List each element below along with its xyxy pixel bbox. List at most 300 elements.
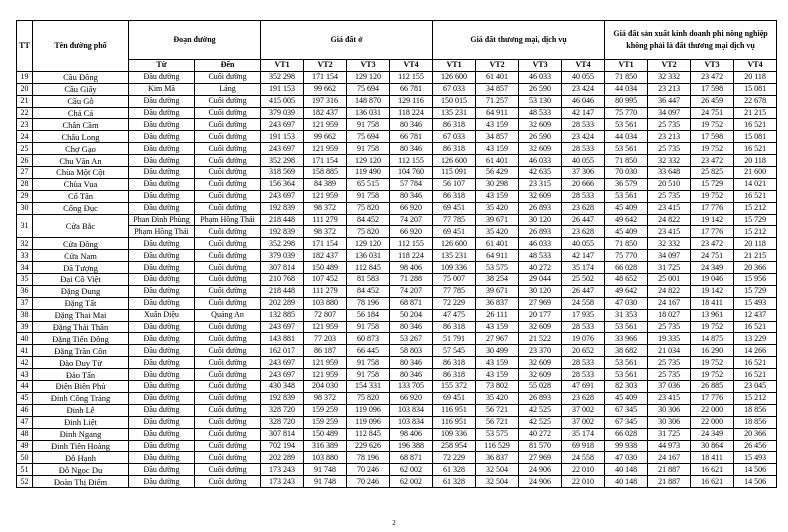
row-price-cell: 61 328	[433, 464, 476, 476]
row-price-cell: 35 420	[476, 226, 519, 238]
row-price-cell: 56 184	[347, 309, 390, 321]
row-street-name: Cầu Đông	[33, 71, 129, 83]
row-tt: 27	[17, 167, 33, 179]
row-price-cell: 30 120	[519, 214, 562, 226]
row-street-name: Chả Cá	[33, 107, 129, 119]
row-price-cell: 25 735	[648, 143, 691, 155]
row-price-cell: 42 147	[562, 107, 605, 119]
row-price-cell: 43 159	[476, 119, 519, 131]
row-price-cell: 24 558	[562, 452, 605, 464]
row-to: Cuối đường	[195, 357, 261, 369]
row-from: Đầu đường	[129, 71, 195, 83]
row-from: Đầu đường	[129, 440, 195, 452]
table-body	[17, 71, 777, 487]
row-to: Cuối đường	[195, 95, 261, 107]
row-price-cell: 22 000	[691, 416, 734, 428]
row-price-cell: 22 010	[562, 464, 605, 476]
row-street-name: Châu Long	[33, 131, 129, 143]
row-price-cell: 14 875	[691, 333, 734, 345]
row-price-cell: 192 839	[261, 392, 304, 404]
row-to: Cuối đường	[195, 143, 261, 155]
row-street-name: Đặng Tiến Đông	[33, 333, 129, 345]
row-tt: 41	[17, 345, 33, 357]
row-from: Đầu đường	[129, 381, 195, 393]
row-price-cell: 91 748	[304, 476, 347, 488]
row-price-cell: 69 451	[433, 226, 476, 238]
row-price-cell: 191 153	[261, 83, 304, 95]
row-price-cell: 24 822	[648, 214, 691, 226]
row-price-cell: 112 155	[390, 238, 433, 250]
row-price-cell: 86 318	[433, 369, 476, 381]
row-price-cell: 192 839	[261, 202, 304, 214]
table-row	[17, 250, 777, 262]
row-to: Cuối đường	[195, 416, 261, 428]
row-price-cell: 91 758	[347, 119, 390, 131]
row-price-cell: 91 758	[347, 190, 390, 202]
row-price-cell: 53 561	[605, 321, 648, 333]
table-row	[17, 95, 777, 107]
row-to: Cuối đường	[195, 452, 261, 464]
row-price-cell: 119 096	[347, 416, 390, 428]
row-price-cell: 20 118	[734, 71, 777, 83]
row-price-cell: 19 076	[562, 333, 605, 345]
row-price-cell: 121 959	[304, 321, 347, 333]
row-price-cell: 20 177	[519, 309, 562, 321]
row-price-cell: 66 781	[390, 83, 433, 95]
row-price-cell: 66 920	[390, 226, 433, 238]
row-price-cell: 32 609	[519, 143, 562, 155]
row-price-cell: 133 705	[390, 381, 433, 393]
row-price-cell: 62 002	[390, 476, 433, 488]
row-price-cell: 15 956	[734, 274, 777, 286]
row-from: Đầu đường	[129, 143, 195, 155]
table-row	[17, 107, 777, 119]
row-price-cell: 14 506	[734, 464, 777, 476]
row-price-cell: 51 791	[433, 333, 476, 345]
row-tt: 22	[17, 107, 33, 119]
row-tt: 26	[17, 155, 33, 167]
row-tt: 23	[17, 119, 33, 131]
row-price-cell: 35 174	[562, 428, 605, 440]
row-price-cell: 86 318	[433, 143, 476, 155]
row-price-cell: 28 533	[562, 357, 605, 369]
row-price-cell: 19 142	[691, 285, 734, 297]
table-row	[17, 119, 777, 131]
row-price-cell: 32 332	[648, 71, 691, 83]
row-price-cell: 69 451	[433, 392, 476, 404]
row-price-cell: 17 598	[691, 83, 734, 95]
row-price-cell: 30 298	[476, 178, 519, 190]
row-from: Đầu đường	[129, 464, 195, 476]
row-tt: 35	[17, 274, 33, 286]
row-price-cell: 158 885	[304, 167, 347, 179]
row-price-cell: 23 628	[562, 392, 605, 404]
row-price-cell: 307 814	[261, 262, 304, 274]
row-tt: 34	[17, 262, 33, 274]
row-price-cell: 150 015	[433, 95, 476, 107]
row-to: Cuối đường	[195, 333, 261, 345]
row-price-cell: 23 415	[648, 202, 691, 214]
row-price-cell: 43 159	[476, 190, 519, 202]
row-price-cell: 80 995	[605, 95, 648, 107]
row-price-cell: 16 621	[691, 464, 734, 476]
row-tt: 20	[17, 83, 33, 95]
row-price-cell: 66 028	[605, 428, 648, 440]
row-price-cell: 229 626	[347, 440, 390, 452]
row-price-cell: 17 776	[691, 202, 734, 214]
table-row	[17, 464, 777, 476]
row-price-cell: 116 529	[476, 440, 519, 452]
row-price-cell: 68 871	[390, 452, 433, 464]
row-price-cell: 352 298	[261, 238, 304, 250]
row-price-cell: 72 229	[433, 452, 476, 464]
row-price-cell: 80 346	[390, 119, 433, 131]
row-price-cell: 56 429	[476, 167, 519, 179]
row-price-cell: 16 521	[734, 321, 777, 333]
header-nonagri: Giá đất sản xuất kinh doanh phi nông nghiệp không phải là đất thương mại dịch vụ	[605, 21, 777, 60]
row-price-cell: 32 504	[476, 476, 519, 488]
row-price-cell: 48 533	[519, 250, 562, 262]
row-street-name: Đinh Tiên Hoàng	[33, 440, 129, 452]
row-price-cell: 61 401	[476, 238, 519, 250]
row-from: Đầu đường	[129, 131, 195, 143]
row-street-name: Chùa Vua	[33, 178, 129, 190]
row-price-cell: 64 911	[476, 107, 519, 119]
row-to: Cuối đường	[195, 190, 261, 202]
row-price-cell: 17 776	[691, 226, 734, 238]
row-price-cell: 33 648	[648, 167, 691, 179]
row-price-cell: 16 621	[691, 476, 734, 488]
row-price-cell: 143 881	[261, 333, 304, 345]
row-price-cell: 32 609	[519, 321, 562, 333]
row-price-cell: 31 353	[605, 309, 648, 321]
row-street-name: Đinh Công Tráng	[33, 392, 129, 404]
row-price-cell: 15 212	[734, 226, 777, 238]
row-price-cell: 126 600	[433, 238, 476, 250]
row-price-cell: 24 906	[519, 476, 562, 488]
row-price-cell: 318 569	[261, 167, 304, 179]
row-price-cell: 121 959	[304, 119, 347, 131]
row-price-cell: 154 331	[347, 381, 390, 393]
row-price-cell: 82 303	[605, 381, 648, 393]
table-row	[17, 155, 777, 167]
row-price-cell: 107 452	[304, 274, 347, 286]
row-from: Đầu đường	[129, 202, 195, 214]
header-vt: VT3	[519, 60, 562, 72]
row-price-cell: 67 033	[433, 83, 476, 95]
row-price-cell: 173 243	[261, 464, 304, 476]
table-row	[17, 202, 777, 214]
row-price-cell: 19 752	[691, 119, 734, 131]
row-price-cell: 18 856	[734, 416, 777, 428]
row-tt: 49	[17, 440, 33, 452]
table-row	[17, 71, 777, 83]
table-row	[17, 345, 777, 357]
header-vt: VT1	[433, 60, 476, 72]
row-price-cell: 379 039	[261, 250, 304, 262]
row-price-cell: 218 448	[261, 285, 304, 297]
row-price-cell: 44 034	[605, 83, 648, 95]
header-commercial: Giá đất thương mại, dịch vụ	[433, 21, 605, 60]
row-price-cell: 74 207	[390, 285, 433, 297]
row-price-cell: 21 887	[648, 476, 691, 488]
row-price-cell: 23 045	[734, 381, 777, 393]
row-price-cell: 43 159	[476, 357, 519, 369]
row-price-cell: 28 533	[562, 143, 605, 155]
row-price-cell: 44 034	[605, 131, 648, 143]
row-price-cell: 111 279	[304, 214, 347, 226]
row-price-cell: 26 447	[562, 285, 605, 297]
row-price-cell: 66 028	[605, 262, 648, 274]
row-price-cell: 47 475	[433, 309, 476, 321]
header-vt: VT2	[648, 60, 691, 72]
row-street-name: Đinh Lễ	[33, 404, 129, 416]
row-price-cell: 66 781	[390, 131, 433, 143]
row-price-cell: 17 598	[691, 131, 734, 143]
row-to: Cuối đường	[195, 428, 261, 440]
row-price-cell: 258 954	[433, 440, 476, 452]
row-price-cell: 26 456	[734, 440, 777, 452]
row-price-cell: 34 097	[648, 250, 691, 262]
row-price-cell: 25 735	[648, 190, 691, 202]
row-price-cell: 116 951	[433, 404, 476, 416]
row-price-cell: 64 911	[476, 250, 519, 262]
row-price-cell: 32 332	[648, 238, 691, 250]
row-price-cell: 21 887	[648, 464, 691, 476]
row-price-cell: 20 510	[648, 178, 691, 190]
row-price-cell: 43 159	[476, 143, 519, 155]
row-price-cell: 46 046	[562, 95, 605, 107]
row-price-cell: 23 424	[562, 131, 605, 143]
row-price-cell: 75 820	[347, 202, 390, 214]
row-price-cell: 328 720	[261, 404, 304, 416]
row-price-cell: 19 752	[691, 369, 734, 381]
row-from: Đầu đường	[129, 345, 195, 357]
row-from: Đầu đường	[129, 190, 195, 202]
row-price-cell: 16 521	[734, 119, 777, 131]
row-from: Phan Đình Phùng	[129, 214, 195, 226]
row-price-cell: 19 752	[691, 143, 734, 155]
row-price-cell: 156 364	[261, 178, 304, 190]
row-from: Đầu đường	[129, 476, 195, 488]
row-price-cell: 77 785	[433, 214, 476, 226]
row-to: Phạm Hồng Thái	[195, 214, 261, 226]
row-price-cell: 31 725	[648, 262, 691, 274]
row-price-cell: 171 154	[304, 71, 347, 83]
row-price-cell: 80 346	[390, 190, 433, 202]
row-to: Cuối đường	[195, 155, 261, 167]
row-price-cell: 32 609	[519, 369, 562, 381]
table-row	[17, 226, 777, 238]
row-from: Đầu đường	[129, 178, 195, 190]
row-price-cell: 24 349	[691, 428, 734, 440]
row-price-cell: 70 030	[605, 167, 648, 179]
row-street-name: Đoàn Thị Điểm	[33, 476, 129, 488]
row-price-cell: 32 332	[648, 155, 691, 167]
row-price-cell: 48 652	[605, 274, 648, 286]
row-price-cell: 16 290	[691, 345, 734, 357]
row-tt: 48	[17, 428, 33, 440]
header-vt: VT1	[605, 60, 648, 72]
row-price-cell: 30 306	[648, 404, 691, 416]
row-price-cell: 53 561	[605, 119, 648, 131]
table-row	[17, 262, 777, 274]
row-to: Cuối đường	[195, 345, 261, 357]
table-row	[17, 321, 777, 333]
row-price-cell: 18 856	[734, 404, 777, 416]
row-price-cell: 47 691	[562, 381, 605, 393]
row-price-cell: 55 028	[519, 381, 562, 393]
row-price-cell: 136 031	[347, 107, 390, 119]
table-row	[17, 178, 777, 190]
row-to: Láng	[195, 83, 261, 95]
row-price-cell: 36 579	[605, 178, 648, 190]
row-price-cell: 26 893	[519, 202, 562, 214]
row-street-name: Đặng Thai Mai	[33, 309, 129, 321]
row-price-cell: 129 120	[347, 155, 390, 167]
row-price-cell: 182 437	[304, 250, 347, 262]
row-price-cell: 218 448	[261, 214, 304, 226]
row-tt: 31	[17, 214, 33, 238]
row-price-cell: 39 671	[476, 214, 519, 226]
row-street-name: Cửa Bắc	[33, 214, 129, 238]
row-price-cell: 352 298	[261, 155, 304, 167]
row-to: Cuối đường	[195, 238, 261, 250]
row-price-cell: 202 289	[261, 297, 304, 309]
row-price-cell: 12 437	[734, 309, 777, 321]
row-price-cell: 23 213	[648, 131, 691, 143]
row-street-name: Đỗ Hạnh	[33, 452, 129, 464]
row-price-cell: 23 415	[648, 392, 691, 404]
row-street-name: Cổ Tân	[33, 190, 129, 202]
row-price-cell: 202 289	[261, 452, 304, 464]
row-tt: 38	[17, 309, 33, 321]
row-price-cell: 61 401	[476, 155, 519, 167]
row-from: Đầu đường	[129, 297, 195, 309]
row-tt: 21	[17, 95, 33, 107]
row-price-cell: 243 697	[261, 190, 304, 202]
row-price-cell: 98 406	[390, 428, 433, 440]
row-price-cell: 43 159	[476, 321, 519, 333]
row-price-cell: 78 196	[347, 452, 390, 464]
row-tt: 52	[17, 476, 33, 488]
row-to: Cuối đường	[195, 297, 261, 309]
row-price-cell: 45 409	[605, 226, 648, 238]
row-price-cell: 35 420	[476, 392, 519, 404]
row-price-cell: 162 017	[261, 345, 304, 357]
row-price-cell: 37 002	[562, 416, 605, 428]
table-row	[17, 274, 777, 286]
table-row	[17, 143, 777, 155]
row-price-cell: 68 871	[390, 297, 433, 309]
row-price-cell: 21 215	[734, 250, 777, 262]
row-price-cell: 26 893	[519, 392, 562, 404]
row-to: Cuối đường	[195, 369, 261, 381]
row-to: Cuối đường	[195, 476, 261, 488]
row-price-cell: 38 254	[476, 274, 519, 286]
row-price-cell: 22 678	[734, 95, 777, 107]
row-price-cell: 25 825	[691, 167, 734, 179]
row-price-cell: 42 525	[519, 404, 562, 416]
row-from: Đầu đường	[129, 321, 195, 333]
row-to: Cuối đường	[195, 107, 261, 119]
row-price-cell: 18 411	[691, 297, 734, 309]
row-tt: 45	[17, 392, 33, 404]
row-price-cell: 50 204	[390, 309, 433, 321]
row-tt: 36	[17, 285, 33, 297]
row-to: Cuối đường	[195, 274, 261, 286]
row-to: Cuối đường	[195, 119, 261, 131]
row-price-cell: 21 522	[519, 333, 562, 345]
row-price-cell: 45 409	[605, 202, 648, 214]
row-street-name: Chợ Gạo	[33, 143, 129, 155]
row-price-cell: 191 153	[261, 131, 304, 143]
row-price-cell: 53 561	[605, 369, 648, 381]
row-price-cell: 99 662	[304, 83, 347, 95]
row-price-cell: 35 420	[476, 202, 519, 214]
row-to: Cuối đường	[195, 381, 261, 393]
row-from: Đầu đường	[129, 285, 195, 297]
row-price-cell: 71 850	[605, 155, 648, 167]
row-price-cell: 316 389	[304, 440, 347, 452]
row-price-cell: 23 315	[519, 178, 562, 190]
row-price-cell: 62 002	[390, 464, 433, 476]
row-price-cell: 67 345	[605, 404, 648, 416]
row-price-cell: 155 372	[433, 381, 476, 393]
row-price-cell: 80 346	[390, 143, 433, 155]
header-residential: Giá đất ở	[261, 21, 433, 60]
row-price-cell: 91 748	[304, 464, 347, 476]
row-price-cell: 75 770	[605, 250, 648, 262]
row-price-cell: 86 318	[433, 321, 476, 333]
header-vt: VT3	[347, 60, 390, 72]
table-row	[17, 452, 777, 464]
row-price-cell: 34 857	[476, 131, 519, 143]
row-price-cell: 19 752	[691, 190, 734, 202]
row-price-cell: 40 055	[562, 238, 605, 250]
row-price-cell: 119 490	[347, 167, 390, 179]
row-price-cell: 30 120	[519, 285, 562, 297]
row-price-cell: 75 007	[433, 274, 476, 286]
row-price-cell: 22 010	[562, 476, 605, 488]
row-price-cell: 98 406	[390, 262, 433, 274]
row-tt: 33	[17, 250, 33, 262]
row-price-cell: 150 489	[304, 262, 347, 274]
row-price-cell: 75 770	[605, 107, 648, 119]
row-price-cell: 72 807	[304, 309, 347, 321]
row-price-cell: 66 920	[390, 202, 433, 214]
row-from: Đầu đường	[129, 333, 195, 345]
row-price-cell: 21 600	[734, 167, 777, 179]
row-price-cell: 20 652	[562, 345, 605, 357]
row-price-cell: 28 533	[562, 369, 605, 381]
row-from: Đầu đường	[129, 369, 195, 381]
row-price-cell: 27 967	[476, 333, 519, 345]
row-price-cell: 40 148	[605, 476, 648, 488]
row-price-cell: 159 259	[304, 404, 347, 416]
row-price-cell: 40 272	[519, 262, 562, 274]
row-price-cell: 26 447	[562, 214, 605, 226]
row-price-cell: 19 335	[648, 333, 691, 345]
row-price-cell: 39 671	[476, 285, 519, 297]
row-street-name: Đào Tấn	[33, 369, 129, 381]
row-price-cell: 98 372	[304, 202, 347, 214]
row-tt: 46	[17, 404, 33, 416]
row-price-cell: 26 885	[691, 381, 734, 393]
row-price-cell: 30 499	[476, 345, 519, 357]
row-price-cell: 43 159	[476, 369, 519, 381]
row-price-cell: 40 055	[562, 71, 605, 83]
